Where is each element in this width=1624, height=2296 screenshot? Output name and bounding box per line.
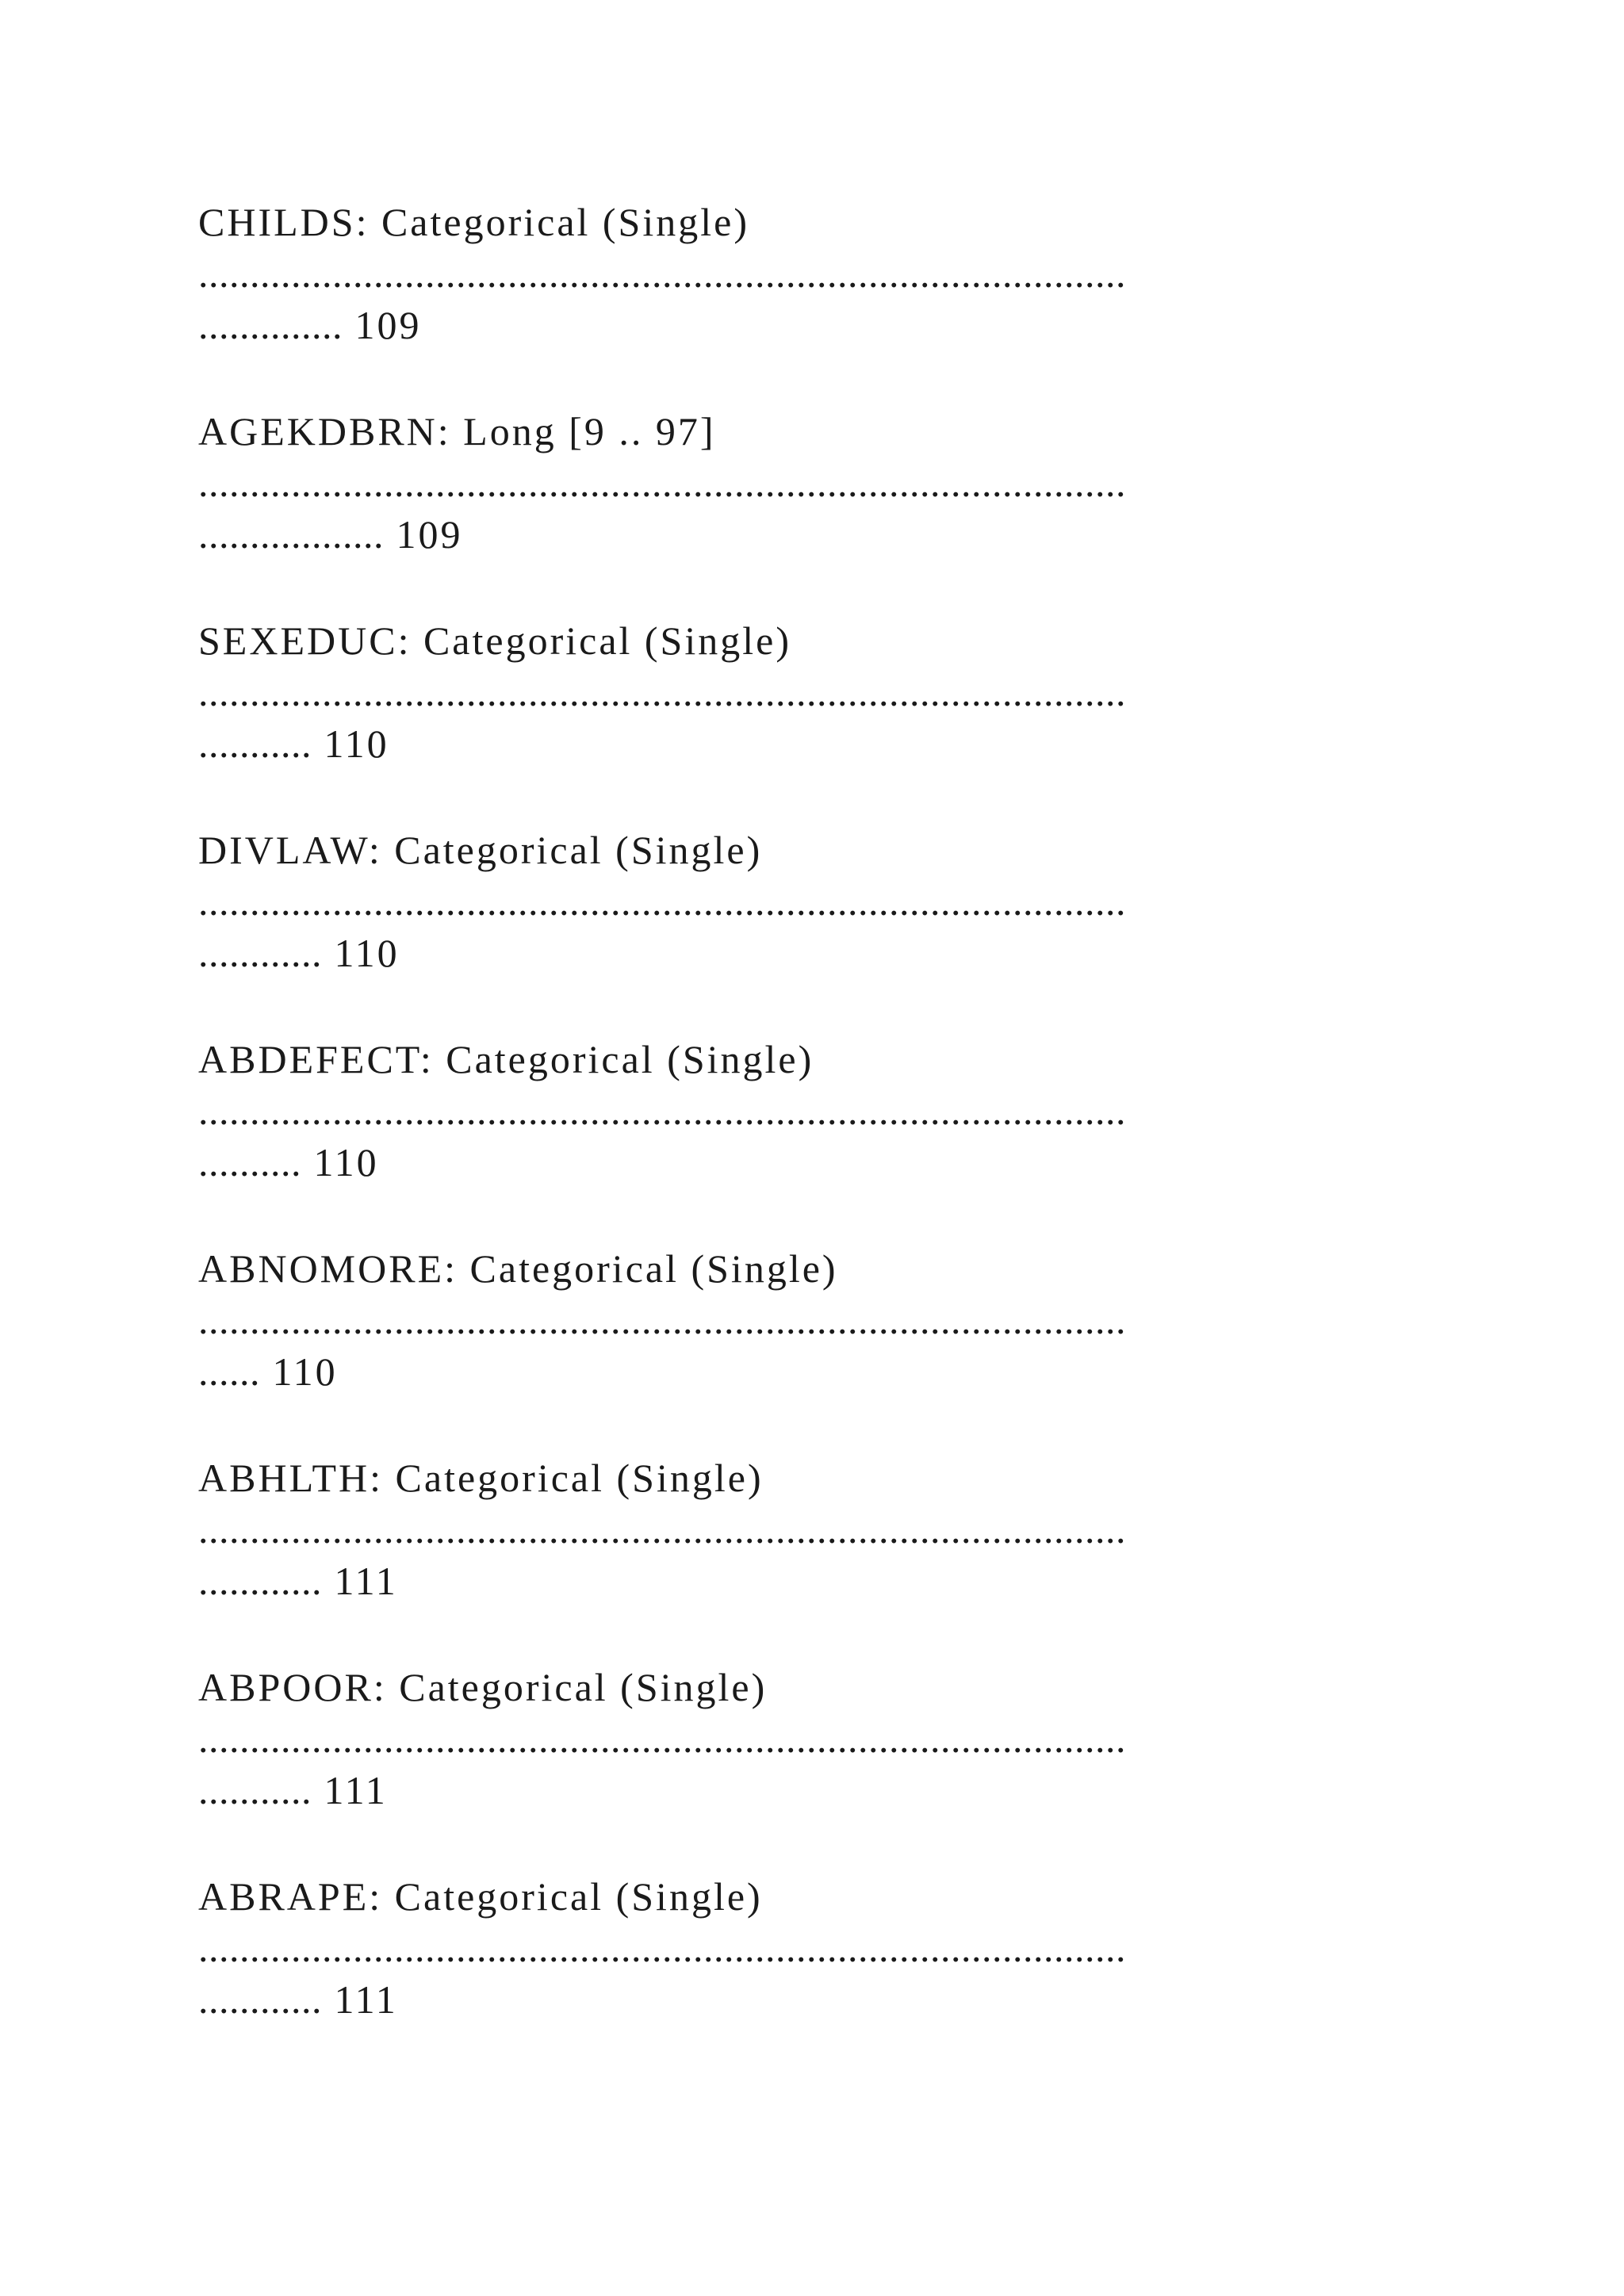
- toc-page-number: 110: [334, 931, 400, 975]
- toc-leader-dots: ..........................................................................................: [198, 670, 1126, 714]
- toc-page-number: 111: [324, 1768, 388, 1812]
- toc-entry-title: ABDEFECT: Categorical (Single): [198, 1037, 814, 1081]
- toc-entry[interactable]: [198, 198, 1435, 408]
- toc-page-number: 110: [324, 721, 389, 766]
- toc-leader-dots: ..........................................................................................: [198, 1926, 1126, 1970]
- toc-page-line: [198, 511, 463, 558]
- toc-leader-dots: ..............: [198, 303, 343, 347]
- toc-entry-title: ABNOMORE: Categorical (Single): [198, 1246, 838, 1291]
- toc-leader-dots: ..........................................................................................: [198, 1716, 1126, 1761]
- toc-page-number: 110: [313, 1140, 379, 1184]
- toc-leader-dots: ............: [198, 931, 322, 975]
- toc-leader-dots: ..........................................................................................: [198, 1507, 1126, 1552]
- toc-entry-title: ABHLTH: Categorical (Single): [198, 1456, 764, 1500]
- toc-page-number: 111: [334, 1977, 398, 2022]
- toc-page-line: [198, 1557, 398, 1605]
- toc-leader-dots: ............: [198, 1559, 322, 1603]
- toc-entry[interactable]: [198, 1663, 1435, 1873]
- toc-leader-dots: ...........: [198, 1768, 312, 1812]
- toc-entry[interactable]: [198, 408, 1435, 617]
- toc-leader-dots: ..................: [198, 512, 384, 557]
- toc-leader-dots: ..........................................................................................: [198, 1298, 1126, 1342]
- toc-entry[interactable]: [198, 1245, 1435, 1454]
- toc-page-line: [198, 1766, 388, 1814]
- toc-page-line: [198, 720, 389, 767]
- toc-page-line: [198, 929, 400, 977]
- toc-page-number: 109: [354, 303, 422, 347]
- toc-entry-title: ABPOOR: Categorical (Single): [198, 1665, 768, 1709]
- toc-entry-title: DIVLAW: Categorical (Single): [198, 828, 763, 872]
- toc-entry-title: AGEKDBRN: Long [9 .. 97]: [198, 409, 716, 453]
- toc-entry-title: SEXEDUC: Categorical (Single): [198, 618, 791, 663]
- toc-entry-title: CHILDS: Categorical (Single): [198, 200, 749, 244]
- toc-leader-dots: ..........................................................................................: [198, 461, 1126, 505]
- toc-page-line: [198, 1976, 398, 2023]
- toc-leader-dots: ............: [198, 1977, 322, 2022]
- toc-leader-dots: ..........: [198, 1140, 301, 1184]
- toc-page-line: [198, 301, 422, 349]
- toc-entry[interactable]: [198, 1873, 1435, 2082]
- toc-entry[interactable]: [198, 826, 1435, 1035]
- toc-page-number: 111: [334, 1559, 398, 1603]
- toc-page-number: 109: [396, 512, 463, 557]
- toc-leader-dots: ..........................................................................................: [198, 1089, 1126, 1133]
- toc-page-line: [198, 1138, 379, 1186]
- toc-leader-dots: ......: [198, 1349, 260, 1394]
- toc-entry-title: ABRAPE: Categorical (Single): [198, 1874, 763, 1919]
- toc-entry[interactable]: [198, 1454, 1435, 1663]
- toc-entry[interactable]: [198, 617, 1435, 826]
- table-of-contents: [198, 198, 1435, 2082]
- toc-leader-dots: ...........: [198, 721, 312, 766]
- toc-entry[interactable]: [198, 1035, 1435, 1245]
- toc-page-line: [198, 1348, 338, 1395]
- toc-leader-dots: ..........................................................................................: [198, 251, 1126, 296]
- toc-page-number: 110: [272, 1349, 338, 1394]
- toc-leader-dots: ..........................................................................................: [198, 879, 1126, 924]
